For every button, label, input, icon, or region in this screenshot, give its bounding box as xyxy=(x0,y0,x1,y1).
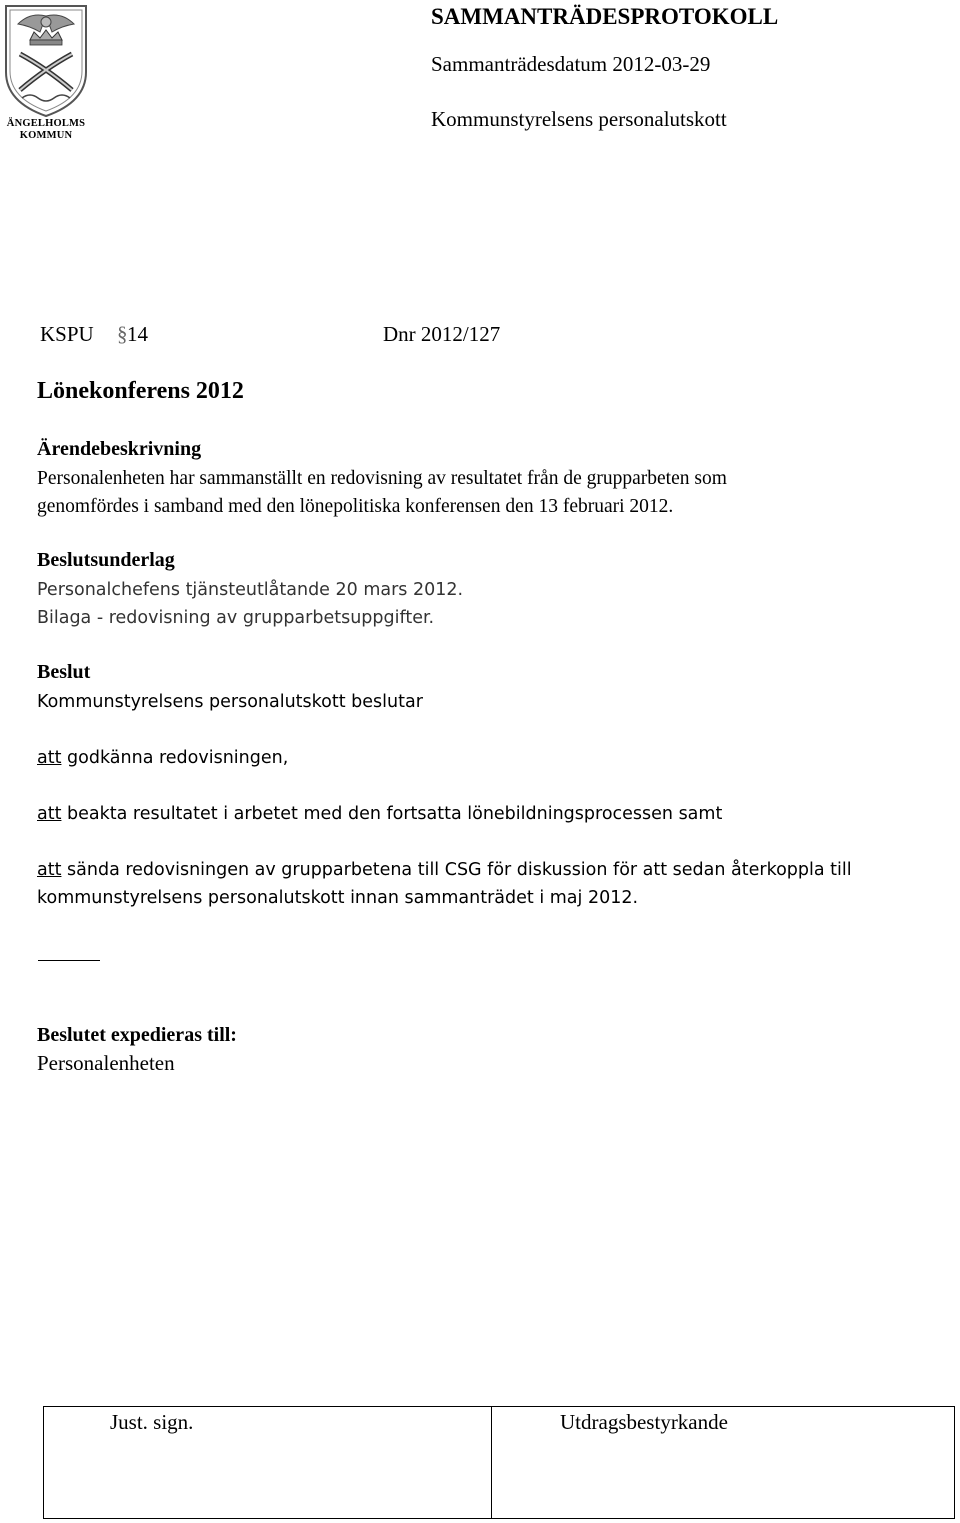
beslut-intro: Kommunstyrelsens personalutskott beslutar xyxy=(37,692,423,712)
coat-of-arms-icon xyxy=(0,2,92,120)
municipality-logo xyxy=(0,2,92,148)
just-sign-label: Just. sign. xyxy=(110,1410,194,1434)
underlag-item: Personalchefens tjänsteutlåtande 20 mars 2012. xyxy=(37,580,464,600)
section-divider xyxy=(38,960,100,961)
beslut-point xyxy=(37,857,852,883)
att-keyword: att xyxy=(37,860,62,880)
att-keyword: att xyxy=(37,804,62,824)
beslut-point xyxy=(37,801,722,827)
case-code: KSPU xyxy=(40,322,94,346)
beslut-point-text: godkänna redovisningen, xyxy=(67,748,289,768)
meeting-date: Sammanträdesdatum 2012-03-29 xyxy=(431,52,711,76)
signature-divider xyxy=(491,1407,492,1518)
beslut-point-continuation: kommunstyrelsens personalutskott innan sammanträdet i maj 2012. xyxy=(37,888,639,908)
att-keyword: att xyxy=(37,748,62,768)
beslut-point xyxy=(37,745,288,771)
case-title: Lönekonferens 2012 xyxy=(37,378,244,404)
arende-line-1: Personalenheten har sammanställt en redovisning av resultatet från de grupparbeten som xyxy=(37,468,727,489)
beslut-point-text: beakta resultatet i arbetet med den fortsatta lönebildningsprocessen samt xyxy=(67,804,723,824)
diary-number: Dnr 2012/127 xyxy=(383,322,501,346)
logo-text-line2: KOMMUN xyxy=(19,130,73,141)
underlag-heading: Beslutsunderlag xyxy=(37,549,175,571)
expedieras-heading: Beslutet expedieras till: xyxy=(37,1024,237,1046)
arende-line-2: genomfördes i samband med den lönepolitiska konferensen den 13 februari 2012. xyxy=(37,496,674,517)
beslut-point-text: sända redovisningen av grupparbetena till CSG för diskussion för att sedan återkoppla till xyxy=(67,860,852,880)
case-number: 14 xyxy=(127,322,148,346)
arende-heading: Ärendebeskrivning xyxy=(37,438,202,460)
section-symbol: § xyxy=(117,322,128,346)
signature-box xyxy=(43,1406,955,1519)
committee-name: Kommunstyrelsens personalutskott xyxy=(431,107,727,131)
expedieras-recipient: Personalenheten xyxy=(37,1051,175,1075)
underlag-item: Bilaga - redovisning av grupparbetsuppgifter. xyxy=(37,608,435,628)
document-title: SAMMANTRÄDESPROTOKOLL xyxy=(431,4,779,29)
utdrag-label: Utdragsbestyrkande xyxy=(560,1410,728,1434)
logo-text-line1: ÄNGELHOLMS xyxy=(6,118,86,129)
beslut-heading: Beslut xyxy=(37,661,91,683)
